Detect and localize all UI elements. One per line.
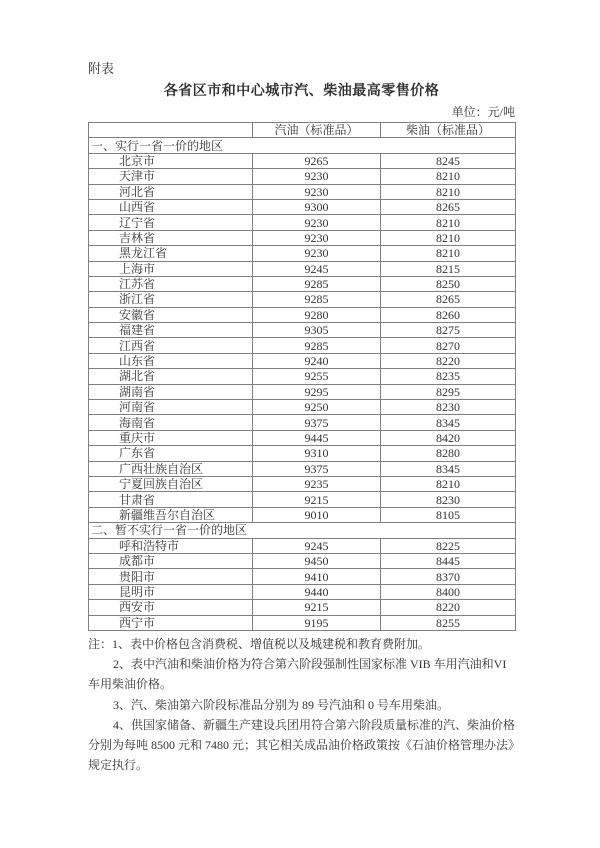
table-row (89, 415, 516, 430)
price-table-head (89, 123, 516, 138)
region-cell: 贵阳市 (89, 569, 253, 584)
table-row (89, 492, 516, 507)
region-cell: 甘肃省 (89, 492, 253, 507)
table-row (89, 153, 516, 168)
diesel-price-cell: 8230 (381, 400, 516, 415)
gasoline-price-cell: 9450 (253, 553, 381, 568)
region-cell: 成都市 (89, 553, 253, 568)
table-row (89, 307, 516, 322)
gasoline-price-cell: 9255 (253, 369, 381, 384)
table-row (89, 430, 516, 445)
region-cell: 西安市 (89, 600, 253, 615)
region-cell: 广西壮族自治区 (89, 461, 253, 476)
table-row (89, 400, 516, 415)
table-row (89, 261, 516, 276)
gasoline-price-cell: 9285 (253, 338, 381, 353)
region-cell: 西宁市 (89, 615, 253, 630)
gasoline-price-cell: 9010 (253, 507, 381, 522)
column-header-1: 汽油（标准品） (253, 123, 381, 138)
region-cell: 辽宁省 (89, 215, 253, 230)
note-3: 3、汽、柴油第六阶段标准品分别为 89 号汽油和 0 号车用柴油。 (113, 697, 450, 712)
diesel-price-cell: 8210 (381, 230, 516, 245)
gasoline-price-cell: 9300 (253, 199, 381, 214)
table-row (89, 292, 516, 307)
gasoline-price-cell: 9245 (253, 538, 381, 553)
diesel-price-cell: 8230 (381, 492, 516, 507)
page-title: 各省区市和中心城市汽、柴油最高零售价格 (163, 84, 440, 99)
gasoline-price-cell: 9240 (253, 353, 381, 368)
gasoline-price-cell: 9310 (253, 446, 381, 461)
region-cell: 海南省 (89, 415, 253, 430)
table-row (89, 276, 516, 291)
region-cell: 新疆维吾尔自治区 (89, 507, 253, 522)
region-cell: 广东省 (89, 446, 253, 461)
table-row (89, 569, 516, 584)
region-cell: 呼和浩特市 (89, 538, 253, 553)
table-row (89, 507, 516, 522)
gasoline-price-cell: 9375 (253, 415, 381, 430)
table-row (89, 538, 516, 553)
region-cell: 山西省 (89, 199, 253, 214)
diesel-price-cell: 8235 (381, 369, 516, 384)
gasoline-price-cell: 9445 (253, 430, 381, 445)
region-cell: 浙江省 (89, 292, 253, 307)
diesel-price-cell: 8245 (381, 153, 516, 168)
region-cell: 山东省 (89, 353, 253, 368)
diesel-price-cell: 8220 (381, 600, 516, 615)
column-header-row (89, 123, 516, 138)
region-cell: 江西省 (89, 338, 253, 353)
diesel-price-cell: 8400 (381, 584, 516, 599)
diesel-price-cell: 8210 (381, 215, 516, 230)
diesel-price-cell: 8215 (381, 261, 516, 276)
diesel-price-cell: 8370 (381, 569, 516, 584)
diesel-price-cell: 8210 (381, 169, 516, 184)
notes-section (88, 634, 518, 775)
gasoline-price-cell: 9410 (253, 569, 381, 584)
table-row (89, 246, 516, 261)
region-cell: 江苏省 (89, 276, 253, 291)
table-row (89, 476, 516, 491)
region-cell: 湖南省 (89, 384, 253, 399)
gasoline-price-cell: 9305 (253, 323, 381, 338)
diesel-price-cell: 8210 (381, 246, 516, 261)
gasoline-price-cell: 9265 (253, 153, 381, 168)
gasoline-price-cell: 9245 (253, 261, 381, 276)
table-row (89, 230, 516, 245)
diesel-price-cell: 8250 (381, 276, 516, 291)
gasoline-price-cell: 9230 (253, 169, 381, 184)
region-cell: 福建省 (89, 323, 253, 338)
table-row (89, 615, 516, 630)
diesel-price-cell: 8255 (381, 615, 516, 630)
diesel-price-cell: 8225 (381, 538, 516, 553)
table-row (89, 461, 516, 476)
gasoline-price-cell: 9230 (253, 184, 381, 199)
diesel-price-cell: 8270 (381, 338, 516, 353)
diesel-price-cell: 8275 (381, 323, 516, 338)
gasoline-price-cell: 9195 (253, 615, 381, 630)
gasoline-price-cell: 9285 (253, 276, 381, 291)
diesel-price-cell: 8265 (381, 199, 516, 214)
region-cell: 北京市 (89, 153, 253, 168)
region-cell: 湖北省 (89, 369, 253, 384)
region-cell: 上海市 (89, 261, 253, 276)
diesel-price-cell: 8260 (381, 307, 516, 322)
table-row (89, 338, 516, 353)
table-row (89, 169, 516, 184)
table-row (89, 384, 516, 399)
unit-label: 单位：元/吨 (451, 105, 515, 119)
table-row (89, 353, 516, 368)
diesel-price-cell: 8210 (381, 184, 516, 199)
table-row (89, 199, 516, 214)
section-header-row (89, 523, 516, 538)
gasoline-price-cell: 9215 (253, 492, 381, 507)
price-table-body (89, 138, 516, 631)
table-row (89, 215, 516, 230)
table-row (89, 369, 516, 384)
diesel-price-cell: 8345 (381, 415, 516, 430)
gasoline-price-cell: 9440 (253, 584, 381, 599)
table-row (89, 600, 516, 615)
gasoline-price-cell: 9280 (253, 307, 381, 322)
gasoline-price-cell: 9375 (253, 461, 381, 476)
gasoline-price-cell: 9295 (253, 384, 381, 399)
region-cell: 重庆市 (89, 430, 253, 445)
appendix-label: 附表 (88, 61, 115, 76)
region-cell: 宁夏回族自治区 (89, 476, 253, 491)
gasoline-price-cell: 9215 (253, 600, 381, 615)
region-cell: 吉林省 (89, 230, 253, 245)
diesel-price-cell: 8345 (381, 461, 516, 476)
section-header-cell: 一、实行一省一价的地区 (89, 138, 516, 153)
table-row (89, 446, 516, 461)
column-header-2: 柴油（标准品） (381, 123, 516, 138)
diesel-price-cell: 8220 (381, 353, 516, 368)
table-row (89, 184, 516, 199)
document-content (88, 60, 515, 775)
gasoline-price-cell: 9230 (253, 230, 381, 245)
gasoline-price-cell: 9230 (253, 246, 381, 261)
price-table (88, 122, 516, 631)
region-cell: 河南省 (89, 400, 253, 415)
section-header-cell: 二、暂不实行一省一价的地区 (89, 523, 516, 538)
section-header-row (89, 138, 516, 153)
gasoline-price-cell: 9250 (253, 400, 381, 415)
diesel-price-cell: 8420 (381, 430, 516, 445)
table-row (89, 553, 516, 568)
diesel-price-cell: 8445 (381, 553, 516, 568)
diesel-price-cell: 8105 (381, 507, 516, 522)
note-2: 2、表中汽油和柴油价格为符合第六阶段强制性国家标准 VIB 车用汽油和VI车用柴油价格。 (88, 657, 507, 692)
gasoline-price-cell: 9285 (253, 292, 381, 307)
note-1: 注：1、表中价格包含消费税、增值税以及城建税和教育费附加。 (88, 636, 431, 651)
gasoline-price-cell: 9230 (253, 215, 381, 230)
region-cell: 昆明市 (89, 584, 253, 599)
region-cell: 安徽省 (89, 307, 253, 322)
region-cell: 河北省 (89, 184, 253, 199)
region-cell: 黑龙江省 (89, 246, 253, 261)
table-row (89, 323, 516, 338)
diesel-price-cell: 8280 (381, 446, 516, 461)
note-4: 4、供国家储备、新疆生产建设兵团用符合第六阶段质量标准的汽、柴油价格分别为每吨 8500 元和 7480 元；其它相关成品油价格政策按《石油价格管理办法》规定执行。 (88, 717, 516, 773)
diesel-price-cell: 8265 (381, 292, 516, 307)
diesel-price-cell: 8210 (381, 476, 516, 491)
gasoline-price-cell: 9235 (253, 476, 381, 491)
region-cell: 天津市 (89, 169, 253, 184)
column-header-0 (89, 123, 253, 138)
diesel-price-cell: 8295 (381, 384, 516, 399)
table-row (89, 584, 516, 599)
